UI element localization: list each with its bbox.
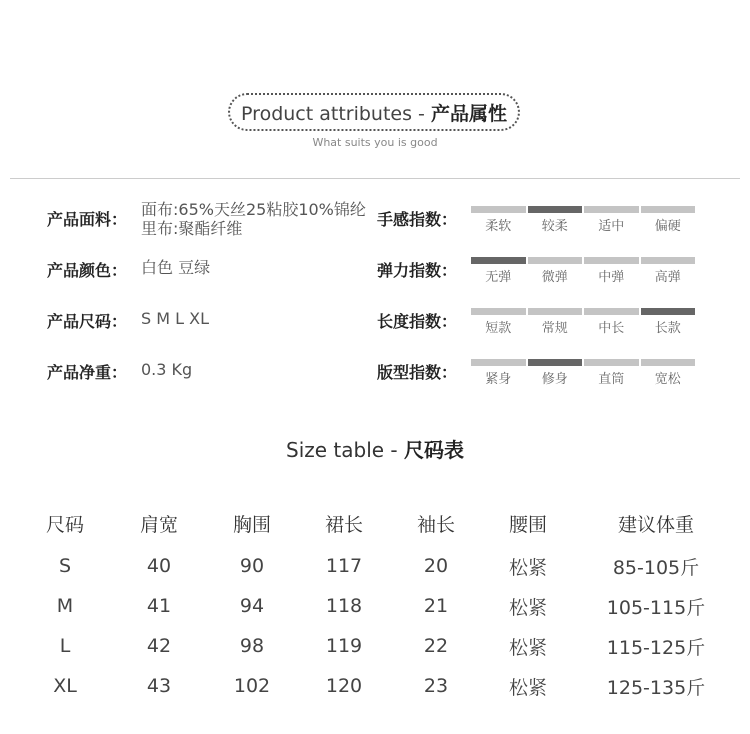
scale-bar xyxy=(528,359,583,366)
color-value: 白色 豆绿 xyxy=(141,258,211,277)
fit-scale xyxy=(471,359,695,387)
scale-label: 中长 xyxy=(598,321,625,336)
scale-label: 较柔 xyxy=(541,219,568,234)
scale-bar xyxy=(641,257,696,264)
table-cell: 20 xyxy=(423,555,449,577)
table-cell: 43 xyxy=(146,675,172,697)
table-cell: 松紧 xyxy=(508,636,547,659)
fabric-label: 产品面料： xyxy=(47,210,128,229)
scale-label: 宽松 xyxy=(654,372,681,387)
table-row xyxy=(18,666,738,706)
fit-label: 版型指数： xyxy=(377,363,458,382)
scale-bar xyxy=(584,359,639,366)
scale-bar xyxy=(641,206,696,213)
table-cell: 98 xyxy=(239,635,265,657)
scale-bar xyxy=(641,359,696,366)
scale-bar xyxy=(471,206,526,213)
scale-label: 中弹 xyxy=(598,270,625,285)
scale-segment xyxy=(641,359,696,387)
size-table-title-cn: 尺码表 xyxy=(404,438,464,462)
table-cell: 松紧 xyxy=(508,596,547,619)
fabric-outer: 面布:65%天丝25粘胶10%锦纶 xyxy=(141,200,366,219)
table-cell: 102 xyxy=(233,675,271,697)
scale-bar xyxy=(471,257,526,264)
scale-segment xyxy=(641,308,696,336)
scale-bar xyxy=(471,308,526,315)
fabric-value xyxy=(141,200,366,238)
scale-bar xyxy=(584,257,639,264)
table-cell: 松紧 xyxy=(508,556,547,579)
table-cell: 120 xyxy=(325,675,363,697)
scale-label: 微弹 xyxy=(541,270,568,285)
size-table-title-en: Size table - xyxy=(286,438,404,462)
table-cell: M xyxy=(56,595,74,617)
scale-bar xyxy=(528,257,583,264)
table-cell: 115-125斤 xyxy=(606,636,706,659)
scale-label: 适中 xyxy=(598,219,625,234)
size-table-title xyxy=(0,434,750,463)
scale-bar xyxy=(584,206,639,213)
scale-bar xyxy=(584,308,639,315)
length-scale xyxy=(471,308,695,336)
table-cell: 41 xyxy=(146,595,172,617)
section-title xyxy=(241,99,507,126)
column-header: 袖长 xyxy=(416,513,455,536)
table-cell: 125-135斤 xyxy=(606,676,706,699)
scale-segment xyxy=(528,308,583,336)
table-cell: 22 xyxy=(423,635,449,657)
column-header: 尺码 xyxy=(45,513,84,536)
elasticity-scale xyxy=(471,257,695,285)
size-table xyxy=(18,500,738,706)
table-cell: S xyxy=(58,555,72,577)
table-cell: 85-105斤 xyxy=(612,556,700,579)
table-cell: 119 xyxy=(325,635,363,657)
table-row xyxy=(18,586,738,626)
scale-label: 长款 xyxy=(654,321,681,336)
scale-label: 常规 xyxy=(541,321,568,336)
scale-segment xyxy=(641,257,696,285)
table-cell: L xyxy=(59,635,71,657)
column-header: 肩宽 xyxy=(139,513,178,536)
column-header: 裙长 xyxy=(324,513,363,536)
scale-bar xyxy=(528,206,583,213)
scale-label: 无弹 xyxy=(485,270,512,285)
scale-bar xyxy=(471,359,526,366)
hand-feel-scale xyxy=(471,206,695,234)
scale-segment xyxy=(471,308,526,336)
table-cell: 90 xyxy=(239,555,265,577)
scale-label: 偏硬 xyxy=(654,219,681,234)
table-cell: 40 xyxy=(146,555,172,577)
scale-segment xyxy=(584,359,639,387)
column-header: 胸围 xyxy=(232,513,271,536)
table-cell: XL xyxy=(53,675,77,697)
scale-bar xyxy=(528,308,583,315)
length-label: 长度指数： xyxy=(377,312,458,331)
size-label: 产品尺码： xyxy=(47,312,128,331)
table-cell: 118 xyxy=(325,595,363,617)
weight-label: 产品净重： xyxy=(47,363,128,382)
scale-label: 修身 xyxy=(541,372,568,387)
section-subtitle: What suits you is good xyxy=(312,136,438,149)
scale-segment xyxy=(584,206,639,234)
table-cell: 42 xyxy=(146,635,172,657)
scale-segment xyxy=(471,359,526,387)
scale-segment xyxy=(471,206,526,234)
table-cell: 94 xyxy=(239,595,265,617)
hand-feel-label: 手感指数： xyxy=(377,210,458,229)
table-row xyxy=(18,626,738,666)
table-header-row xyxy=(18,500,738,546)
divider xyxy=(10,178,740,179)
scale-segment xyxy=(528,359,583,387)
column-header: 建议体重 xyxy=(617,513,694,536)
scale-label: 直筒 xyxy=(598,372,625,387)
color-label: 产品颜色： xyxy=(47,261,128,280)
scale-segment xyxy=(528,206,583,234)
scale-segment xyxy=(584,308,639,336)
table-row xyxy=(18,546,738,586)
weight-value: 0.3 Kg xyxy=(141,360,193,379)
elasticity-label: 弹力指数： xyxy=(377,261,458,280)
table-cell: 松紧 xyxy=(508,676,547,699)
table-cell: 117 xyxy=(325,555,363,577)
scale-segment xyxy=(471,257,526,285)
scale-label: 紧身 xyxy=(485,372,512,387)
scale-label: 柔软 xyxy=(485,219,512,234)
scale-segment xyxy=(584,257,639,285)
table-cell: 105-115斤 xyxy=(606,596,706,619)
scale-segment xyxy=(641,206,696,234)
size-value: S M L XL xyxy=(141,309,210,328)
scale-bar xyxy=(641,308,696,315)
column-header: 腰围 xyxy=(508,513,547,536)
table-cell: 23 xyxy=(423,675,449,697)
section-title-banner xyxy=(228,93,520,131)
section-title-cn: 产品属性 xyxy=(430,102,507,125)
fabric-lining: 里布:聚酯纤维 xyxy=(141,219,243,238)
table-cell: 21 xyxy=(423,595,449,617)
scale-label: 短款 xyxy=(485,321,512,336)
section-title-en: Product attributes - xyxy=(241,102,431,125)
scale-segment xyxy=(528,257,583,285)
scale-label: 高弹 xyxy=(654,270,681,285)
